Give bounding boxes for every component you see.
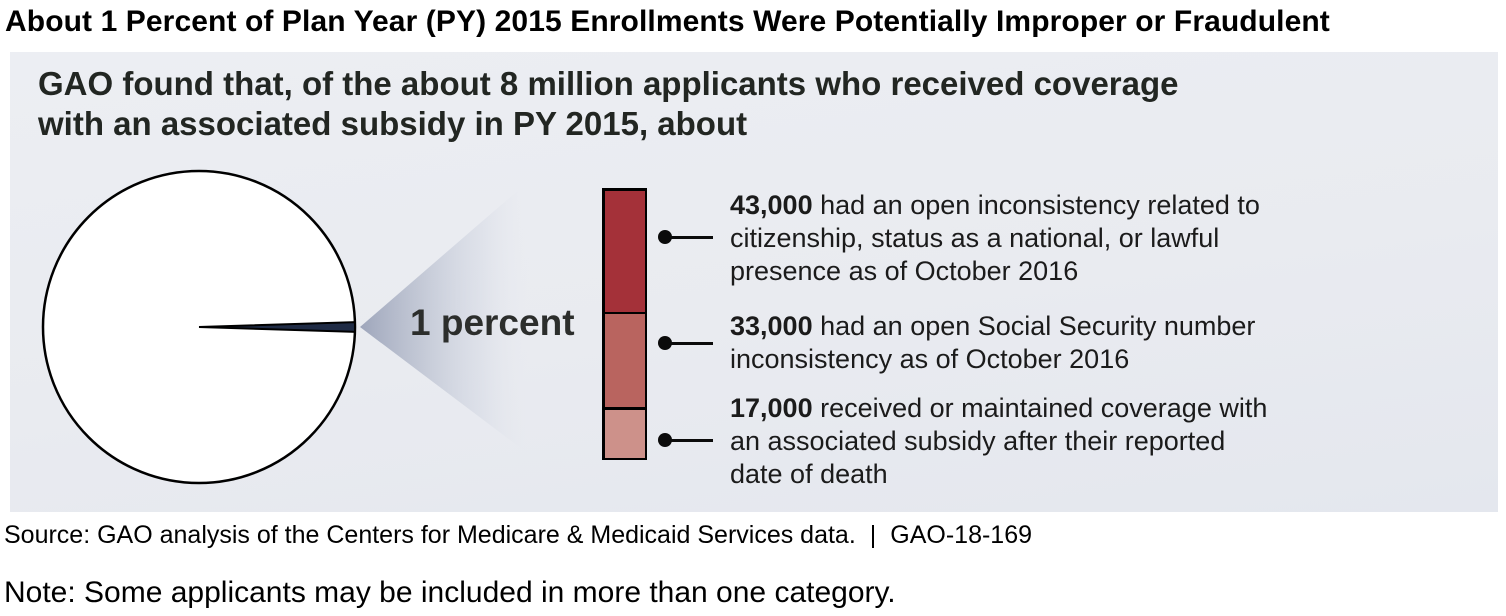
leader-line xyxy=(671,236,713,239)
annotation-line xyxy=(730,189,1370,222)
report-id: GAO-18-169 xyxy=(890,521,1033,549)
annotation-line xyxy=(730,310,1370,343)
bar-segment-ssn xyxy=(605,314,645,407)
leader-dot-icon xyxy=(658,336,672,350)
annotation-text: received or maintained coverage with xyxy=(820,393,1268,423)
chart-panel xyxy=(10,52,1498,512)
annotation-line: date of death xyxy=(730,459,888,489)
annotation-line: an associated subsidy after their reported xyxy=(730,426,1226,456)
leader-line xyxy=(671,342,713,345)
leader-dot-icon xyxy=(658,230,672,244)
leader-dot-icon xyxy=(658,433,672,447)
panel-heading-line2: with an associated subsidy in PY 2015, about xyxy=(38,105,748,142)
leader-line xyxy=(671,439,713,442)
annotation-value: 17,000 xyxy=(730,393,813,423)
annotation-line: inconsistency as of October 2016 xyxy=(730,344,1130,374)
figure-title: About 1 Percent of Plan Year (PY) 2015 Enrollments Were Potentially Improper or Fraudulent xyxy=(5,5,1330,38)
annotation-line xyxy=(730,392,1370,425)
annotation-text: had an open Social Security number xyxy=(820,311,1256,341)
stacked-bar xyxy=(602,188,647,460)
panel-heading-line1: GAO found that, of the about 8 million applicants who received coverage xyxy=(38,65,1179,102)
one-percent-label: 1 percent xyxy=(410,302,575,343)
annotation-citizenship xyxy=(730,189,1370,288)
note-text: Note: Some applicants may be included in more than one category. xyxy=(4,576,896,609)
annotation-text: had an open inconsistency related to xyxy=(820,190,1260,220)
bar-segment-citizenship xyxy=(605,191,645,312)
source-line xyxy=(4,521,1032,550)
bar-segment-death xyxy=(605,410,645,458)
annotation-line: citizenship, status as a national, or lawful xyxy=(730,223,1220,253)
annotation-line: presence as of October 2016 xyxy=(730,256,1079,286)
source-separator: | xyxy=(869,521,877,549)
annotation-ssn xyxy=(730,310,1370,376)
source-text: Source: GAO analysis of the Centers for Medicare & Medicaid Services data. xyxy=(4,521,856,549)
annotation-value: 33,000 xyxy=(730,311,813,341)
annotation-value: 43,000 xyxy=(730,190,813,220)
annotation-death xyxy=(730,392,1370,491)
